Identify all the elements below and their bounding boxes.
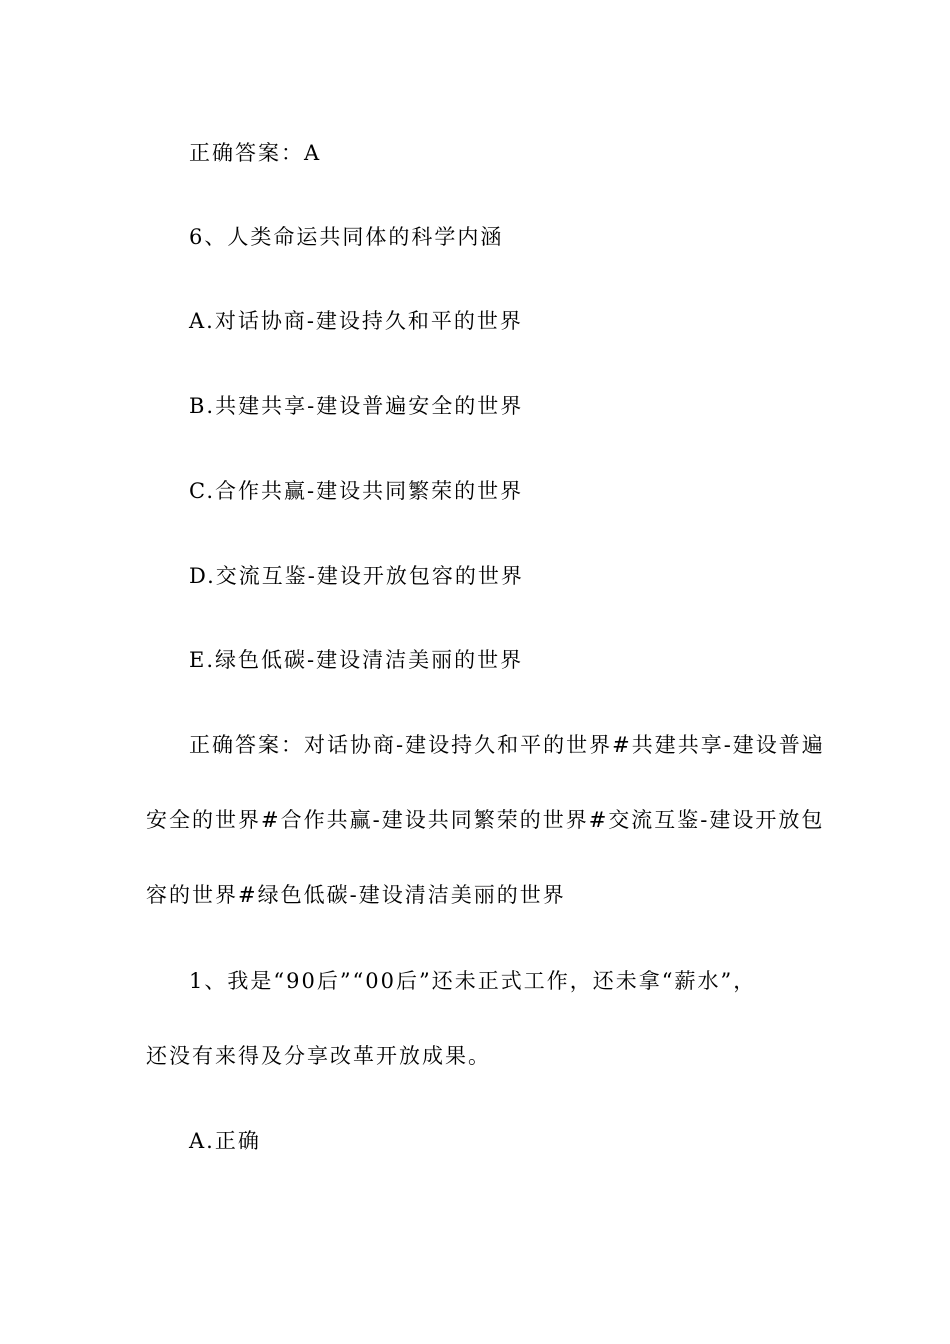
option-a: A.正确: [189, 1129, 261, 1153]
option-b: B.共建共享-建设普遍安全的世界: [189, 394, 524, 418]
correct-answer-continuation: 安全的世界#合作共赢-建设共同繁荣的世界#交流互鉴-建设开放包: [146, 808, 825, 832]
correct-answer-line: 正确答案：A: [189, 141, 322, 165]
correct-answer-line: 正确答案：对话协商-建设持久和平的世界#共建共享-建设普遍: [189, 733, 825, 757]
option-c: C.合作共赢-建设共同繁荣的世界: [189, 479, 524, 503]
option-e: E.绿色低碳-建设清洁美丽的世界: [189, 648, 524, 672]
correct-answer-continuation: 容的世界#绿色低碳-建设清洁美丽的世界: [146, 883, 566, 907]
question-stem: 6、人类命运共同体的科学内涵: [189, 225, 504, 249]
question-stem: 1、我是“90后”“00后”还未正式工作，还未拿“薪水”，: [189, 969, 757, 993]
option-a: A.对话协商-建设持久和平的世界: [189, 309, 523, 333]
option-d: D.交流互鉴-建设开放包容的世界: [189, 564, 524, 588]
question-stem-continuation: 还没有来得及分享改革开放成果。: [146, 1044, 491, 1068]
